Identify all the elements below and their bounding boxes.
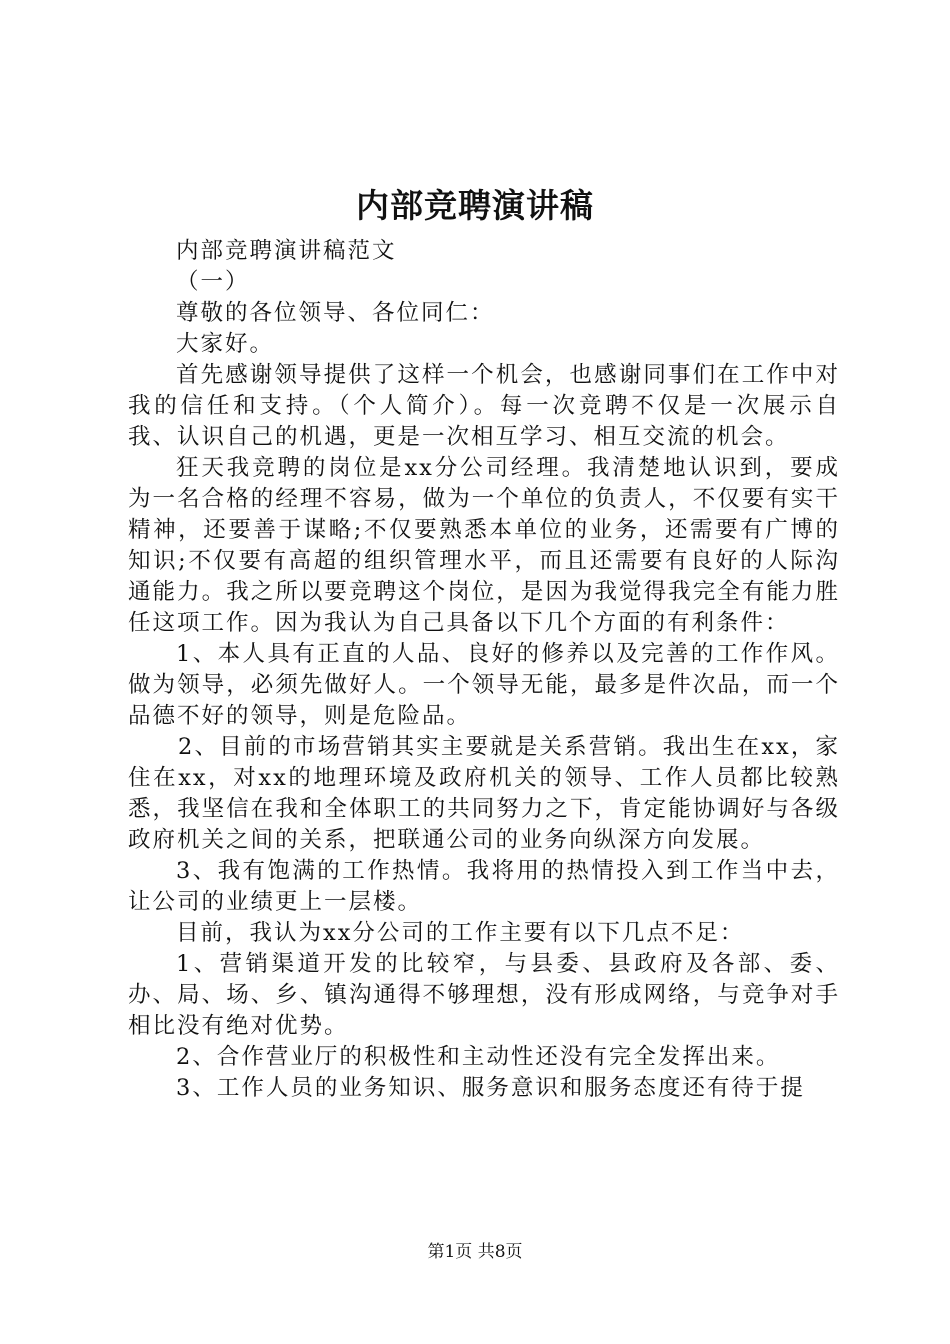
paragraph-shortcoming-2: 2、合作营业厅的积极性和主动性还没有完全发挥出来。 <box>176 1044 781 1070</box>
paragraph-greeting: 大家好。 <box>176 331 275 357</box>
paragraph-advantage-2: 2、目前的市场营销其实主要就是关系营销。我出生在xx，家住在xx，对xx的地理环境及政府机关的领导、工作人员都比较熟悉，我坚信在我和全体职工的共同努力之下，肯定能协调好与各级政府机关之间的关系，把联通公司的业务向纵深方向发展。 <box>128 734 840 853</box>
page-footer: 第1页 共8页 <box>427 1242 523 1262</box>
paragraph-salutation: 尊敬的各位领导、各位同仁： <box>176 300 495 326</box>
paragraph-advantage-1: 1、本人具有正直的人品、良好的修养以及完善的工作作风。做为领导，必须先做好人。一个领导无能，最多是件次品，而一个品德不好的领导，则是危险品。 <box>128 641 840 729</box>
paragraph-shortcomings-intro: 目前，我认为xx分公司的工作主要有以下几点不足： <box>176 920 745 946</box>
paragraph-section-number: （一） <box>176 269 250 295</box>
paragraph-shortcoming-3: 3、工作人员的业务知识、服务意识和服务态度还有待于提 <box>176 1075 805 1101</box>
document-title: 内部竞聘演讲稿 <box>356 186 594 225</box>
paragraph-shortcoming-1: 1、营销渠道开发的比较窄，与县委、县政府及各部、委、办、局、场、乡、镇沟通得不够理想，没有形成网络，与竞争对手相比没有绝对优势。 <box>128 951 840 1039</box>
paragraph-advantage-3: 3、我有饱满的工作热情。我将用的热情投入到工作当中去，让公司的业绩更上一层楼。 <box>128 858 840 915</box>
document-body <box>128 236 840 1104</box>
paragraph-position: 狂天我竞聘的岗位是xx分公司经理。我清楚地认识到，要成为一名合格的经理不容易，做为一个单位的负责人，不仅要有实干精神，还要善于谋略;不仅要熟悉本单位的业务，还需要有广博的知识;不仅要有高超的组织管理水平，而且还需要有良好的人际沟通能力。我之所以要竞聘这个岗位，是因为我觉得我完全有能力胜任这项工作。因为我认为自己具备以下几个方面的有利条件： <box>128 455 840 636</box>
paragraph-intro: 首先感谢领导提供了这样一个机会，也感谢同事们在工作中对我的信任和支持。（个人简介）。每一次竞聘不仅是一次展示自我、认识自己的机遇，更是一次相互学习、相互交流的机会。 <box>128 362 840 450</box>
paragraph-subtitle: 内部竞聘演讲稿范文 <box>176 238 397 264</box>
